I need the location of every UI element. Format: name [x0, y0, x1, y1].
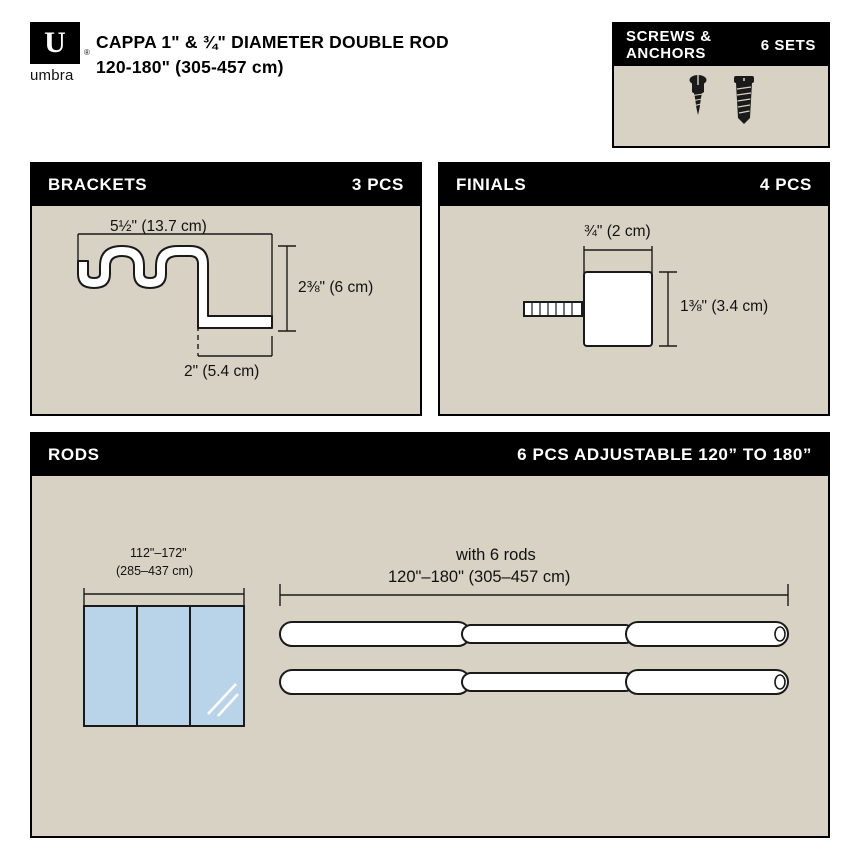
- panel-finials-body: [440, 206, 828, 414]
- panel-screws-header: [614, 24, 828, 66]
- finial-body: [584, 272, 652, 346]
- anchor-icon: [734, 76, 754, 124]
- rods-diagram: [32, 476, 828, 838]
- finial-width-label: ¾" (2 cm): [584, 223, 651, 240]
- screws-anchors-illustration: [614, 66, 828, 146]
- panel-brackets-body: [32, 206, 420, 414]
- panel-brackets-header: [32, 164, 420, 206]
- panel-rods-header: [32, 434, 828, 476]
- panel-screws-body: [614, 66, 828, 146]
- bracket-diagram: [32, 206, 420, 414]
- header: [30, 22, 590, 92]
- bracket-depth-label: 2" (5.4 cm): [184, 363, 260, 380]
- logo-wordmark: umbra: [30, 67, 74, 84]
- registered-mark-icon: ®: [84, 48, 90, 57]
- panel-brackets-count: 3 PCS: [351, 175, 404, 194]
- logo-letter: U: [44, 26, 66, 59]
- panel-finials: [438, 162, 830, 416]
- panel-brackets-title: BRACKETS: [48, 175, 148, 194]
- rod-note-label: with 6 rods: [456, 546, 536, 564]
- bracket-height-label: 2⅜" (6 cm): [298, 279, 374, 296]
- page-title: [96, 30, 449, 80]
- umbra-logo: [30, 22, 90, 88]
- page-title-line-1: CAPPA 1" & ¾" DIAMETER DOUBLE ROD: [96, 32, 449, 52]
- window-illustration: [84, 606, 244, 726]
- window-width-label-line-1: 112"–172": [130, 546, 187, 560]
- finial-thread-icon: [524, 302, 582, 316]
- window-width-label-line-2: (285–437 cm): [116, 564, 194, 578]
- page-title-line-2: 120-180" (305-457 cm): [96, 57, 284, 77]
- finial-height-label: 1⅜" (3.4 cm): [680, 298, 769, 315]
- panel-screws-title-line-2: ANCHORS: [626, 45, 707, 62]
- panel-finials-header: [440, 164, 828, 206]
- panel-rods: [30, 432, 830, 838]
- panel-screws-count: 6 SETS: [760, 36, 816, 54]
- panel-finials-title: FINIALS: [456, 175, 527, 194]
- rod-lower: [280, 670, 788, 694]
- panel-screws-title-line-1: SCREWS &: [626, 28, 712, 45]
- panel-brackets: [30, 162, 422, 416]
- panel-finials-count: 4 PCS: [759, 175, 812, 194]
- panel-rods-body: [32, 476, 828, 838]
- rod-upper: [280, 622, 788, 646]
- panel-rods-count: 6 PCS ADJUSTABLE 120” TO 180”: [517, 445, 812, 464]
- bracket-width-label: 5½" (13.7 cm): [110, 218, 207, 235]
- logo-mark: [30, 22, 80, 64]
- screw-icon: [690, 75, 707, 115]
- panel-rods-title: RODS: [48, 445, 100, 464]
- rod-span-label: 120"–180" (305–457 cm): [388, 568, 571, 586]
- panel-screws-anchors: [612, 22, 830, 148]
- panel-screws-title: [626, 28, 712, 62]
